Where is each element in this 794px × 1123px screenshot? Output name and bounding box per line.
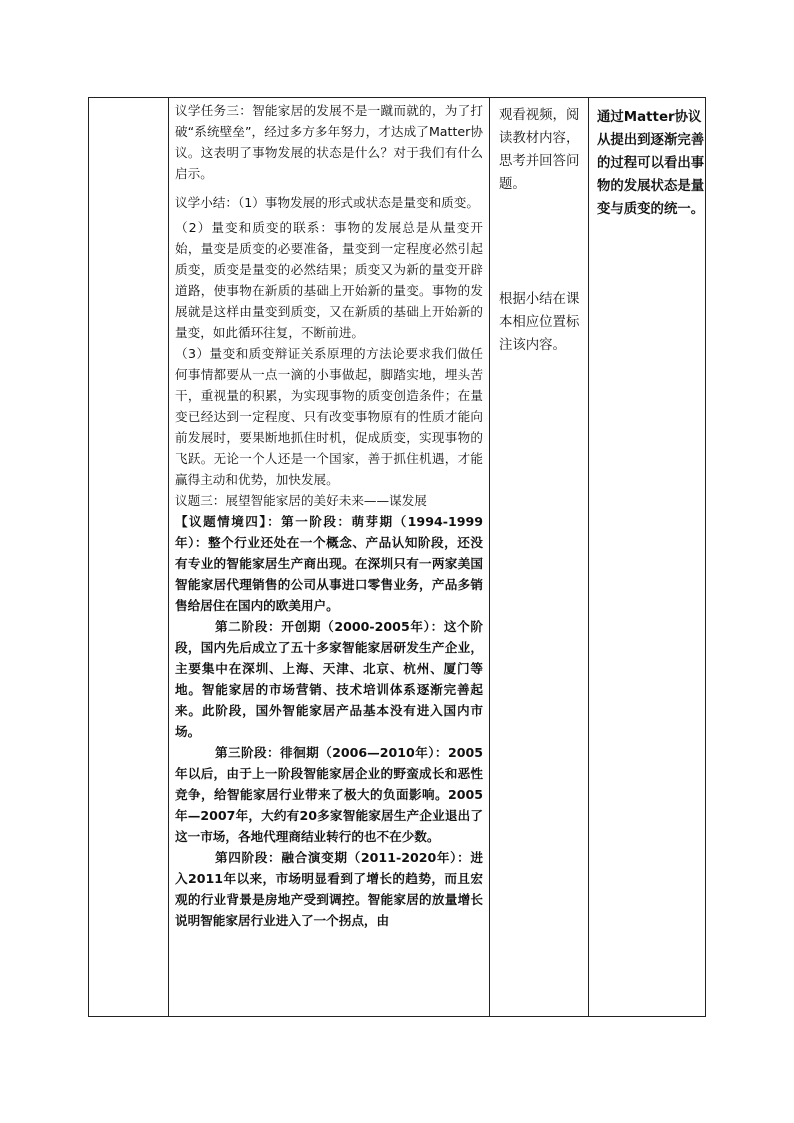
stage4-text: 第四阶段：融合演变期（2011-2020年）：进入2011年以来，市场明显看到了增长的趋势，而且宏观的行业背景是房地产受到调控。智能家居的放量增长说明智能家居行业进入了一个拐点，由 [175, 850, 483, 928]
task3-text: 议学任务三：智能家居的发展不是一蹴而就的，为了打破“系统壁垒”，经过多方多年努力，才达成了Matter协议。这表明了事物发展的状态是什么？对于我们有什么启示。 [175, 103, 483, 181]
intent-text: 通过Matter协议从提出到逐渐完善的过程可以看出事物的发展状态是量变与质变的统一。 [597, 110, 705, 217]
column-divider [588, 98, 589, 1016]
student-activity-cell [495, 98, 587, 357]
column-divider [489, 98, 490, 1016]
summary3-text: （3）量变和质变辩证关系原理的方法论要求我们做任何事情都要从一点一滴的小事做起，脚踏实地，埋头苦干，重视量的积累，为实现事物的质变创造条件；在量变已经达到一定程度、只有改变事物原有的性质才能向前发展时，要果断地抓住时机，促成质变，实现事物的飞跃。无论一个人还是一个国家，善于抓住机遇，才能赢得主动和优势，加快发展。 [175, 346, 483, 487]
scenario4-text: 【议题情境四】：第一阶段：萌芽期（1994-1999年）：整个行业还处在一个概念、产品认知阶段，还没有专业的智能家居生产商出现。在深圳只有一两家美国智能家居代理销售的公司从事进口零售业务，产品多销售给居住在国内的欧美用户。 [175, 514, 483, 613]
summary2-text: （2）量变和质变的联系：事物的发展总是从量变开始，量变是质变的必要准备，量变到一定程度必然引起质变，质变是量变的必然结果；质变又为新的量变开辟道路，使事物在新质的基础上开始新的量变。事物的发展就是这样由量变到质变，又在新质的基础上开始新的量变，如此循环往复，不断前进。 [175, 220, 483, 340]
activity2-text: 根据小结在课本相应位置标注该内容。 [499, 292, 580, 353]
design-intent-cell [593, 98, 705, 221]
stage3-text: 第三阶段：徘徊期（2006—2010年）：2005年以后，由于上一阶段智能家居企业的野蛮成长和恶性竞争，给智能家居行业带来了极大的负面影响。2005年—2007年，大约有20多家智能家居生产企业退出了这一市场，各地代理商结业转行的也不在少数。 [175, 745, 483, 844]
teacher-activity-cell [169, 98, 489, 931]
topic3-text: 议题三：展望智能家居的美好未来——谋发展 [175, 493, 427, 508]
stage2-text: 第二阶段：开创期（2000-2005年）：这个阶段，国内先后成立了五十多家智能家居研发生产企业，主要集中在深圳、上海、天津、北京、杭州、厦门等地。智能家居的市场营销、技术培训体系逐渐完善起来。此阶段，国外智能家居产品基本没有进入国内市场。 [175, 619, 483, 739]
activity1-text: 观看视频，阅读教材内容，思考并回答问题。 [499, 108, 580, 192]
summary1-text: 议学小结：（1）事物发展的形式或状态是量变和质变。 [175, 195, 479, 210]
lesson-table [88, 97, 706, 1017]
